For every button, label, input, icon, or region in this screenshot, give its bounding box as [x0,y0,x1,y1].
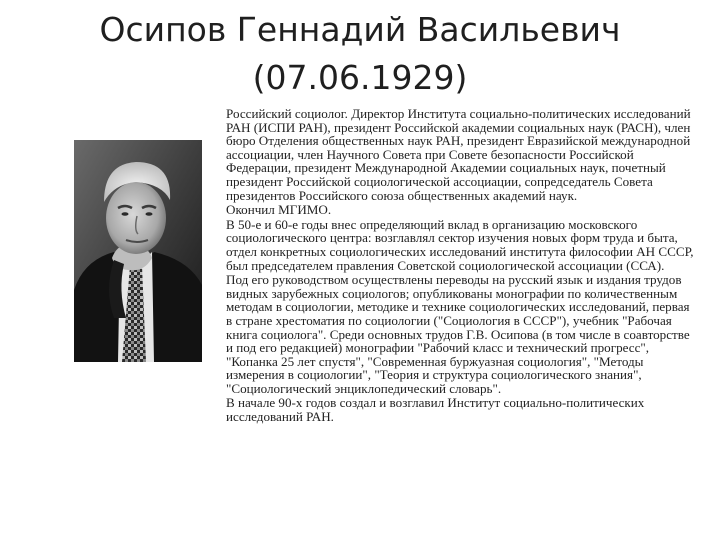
paragraph-works: Под его руководством осуществлены переводы на русский язык и издания трудов видных зарубежных социологов; опубликованы монографии по количественным методам в социологии, методике и технике социологических исследований, первая в стране хрестоматия по социологии ("Социология в СССР"), учебник "Рабочая книга социолога". Среди основных трудов Г.В. Осипова (в том числе в соавторстве и под его редакцией) монографии "Рабочий класс и технический прогресс", "Копанка 25 лет спустя", "Современная буржуазная социология", "Методы измерения в социологии", "Теория и структура социологического знания", "Социологический энциклопедический словарь". [226,272,690,396]
paragraph-1990s: В начале 90-х годов создал и возглавил Институт социально-политических исследований РАН. [226,395,645,425]
paragraph-1950s-60s: В 50-е и 60-е годы внес определяющий вклад в организацию московского социологического центра: возглавлял сектор изучения новых форм труда и быта, отдел конкретных социологических исследований института философии АН СССР, был председателем правления Советской социологической ассоциации (ССА). [226,216,694,273]
title-name: Осипов Геннадий Васильевич [99,10,621,49]
paragraph-education: Окончил МГИМО. [226,202,332,218]
biography-text [226,107,694,425]
paragraph-intro: Российский социолог. Директор Института социально-политических исследований РАН (ИСПИ РАН), президент Российской академии социальных наук (РАСН), член бюро Отделения общественных наук РАН, президент Евразийской международной ассоциации, член Научного Совета при Совете безопасности Российской Федерации, президент Международной Академии социальных наук, почетный президент Российской социологической ассоциации, сопредседатель Совета президентов Российского союза общественных академий наук. [226,106,691,203]
title-date: (07.06.1929) [252,58,468,97]
portrait-photo [74,140,202,362]
slide-title [0,6,720,102]
